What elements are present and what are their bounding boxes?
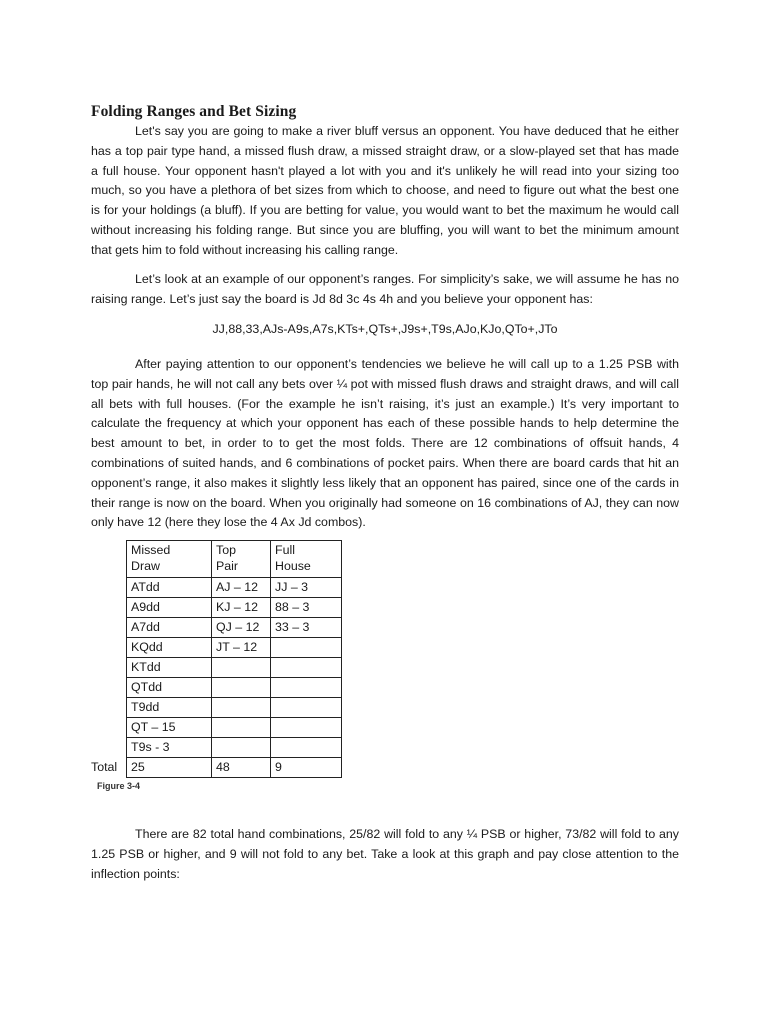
table-cell (271, 678, 342, 698)
table-cell: JT – 12 (212, 638, 271, 658)
table-cell: ATdd (127, 578, 212, 598)
table-row (127, 718, 342, 738)
range-breakdown-table (126, 540, 342, 778)
table-cell (271, 698, 342, 718)
table-cell (212, 738, 271, 758)
table-cell: KJ – 12 (212, 598, 271, 618)
table-cell (212, 718, 271, 738)
table-cell: QT – 15 (127, 718, 212, 738)
table-cell (212, 698, 271, 718)
table-row (127, 638, 342, 658)
table-cell: T9dd (127, 698, 212, 718)
table-cell: 48 (212, 758, 271, 778)
table-cell (271, 638, 342, 658)
table-cell: QTdd (127, 678, 212, 698)
opponent-range-line: JJ,88,33,AJs-A9s,A7s,KTs+,QTs+,J9s+,T9s,AJo,KJo,QTo+,JTo (212, 322, 558, 336)
table-cell: 25 (127, 758, 212, 778)
table-cell: KTdd (127, 658, 212, 678)
table-cell (271, 718, 342, 738)
section-title: Folding Ranges and Bet Sizing (91, 103, 297, 120)
table-cell: QJ – 12 (212, 618, 271, 638)
paragraph-1: Let's say you are going to make a river bluff versus an opponent. You have deduced that he either has a top pair type hand, a missed flush draw, a missed straight draw, or a slow-played set that has made a full house. Your opponent hasn't played a lot with you and it's unlikely he will read into your sizing too much, so you have a plethora of bet sizes from which to choose, and need to figure out what the best one is for your holdings (a bluff). If you are betting for value, you would want to bet the maximum he would call without increasing his folding range. But since you are bluffing, you will want to bet the minimum amount that gets him to fold without increasing his calling range. (91, 124, 679, 257)
table-cell (271, 658, 342, 678)
table-total-row (127, 758, 342, 778)
paragraph-2: Let’s look at an example of our opponent’s ranges. For simplicity’s sake, we will assume he has no raising range. Let’s just say the board is Jd 8d 3c 4s 4h and you believe your opponent has: (91, 272, 679, 306)
table-row (127, 598, 342, 618)
table-cell: JJ – 3 (271, 578, 342, 598)
table-row (127, 578, 342, 598)
paragraph-4: There are 82 total hand combinations, 25/82 will fold to any ¼ PSB or higher, 73/82 will fold to any 1.25 PSB or higher, and 9 will not fold to any bet. Take a look at this graph and pay close attention to the inflection points: (91, 827, 679, 881)
table-header-row (127, 541, 342, 578)
table-cell: 33 – 3 (271, 618, 342, 638)
paragraph-3: After paying attention to our opponent’s tendencies we believe he will call up to a 1.25 PSB with top pair hands, he will not call any bets over ¼ pot with missed flush draws and straight draws, and will call all bets with full houses. (For the example he isn’t raising, it’s just an example.) It’s very important to calculate the frequency at which your opponent has each of these possible hands to help determine the best amount to bet, in order to to get the most folds. There are 12 combinations of offsuit hands, 4 combinations of suited hands, and 6 combinations of pocket pairs. When there are board cards that hit an opponent’s range, it also makes it slightly less likely that an opponent has paired, since one of the cards in their range is now on the board. When you originally had someone on 16 combinations of AJ, they can now only have 12 (here they lose the 4 Ax Jd combos). (91, 357, 679, 530)
table-cell: A7dd (127, 618, 212, 638)
table-cell: Missed Draw (127, 541, 212, 578)
table-cell (271, 738, 342, 758)
table-cell: KQdd (127, 638, 212, 658)
table-row (127, 678, 342, 698)
table-cell: AJ – 12 (212, 578, 271, 598)
table-cell (212, 658, 271, 678)
table-row (127, 738, 342, 758)
table-cell: Top Pair (212, 541, 271, 578)
total-label: Total (91, 760, 118, 774)
table-row (127, 658, 342, 678)
figure-caption: Figure 3-4 (97, 781, 141, 791)
table-cell: T9s - 3 (127, 738, 212, 758)
table-cell: Full House (271, 541, 342, 578)
table-cell: 88 – 3 (271, 598, 342, 618)
table-cell (212, 678, 271, 698)
table-row (127, 698, 342, 718)
table-cell: 9 (271, 758, 342, 778)
table-cell: A9dd (127, 598, 212, 618)
table-row (127, 618, 342, 638)
